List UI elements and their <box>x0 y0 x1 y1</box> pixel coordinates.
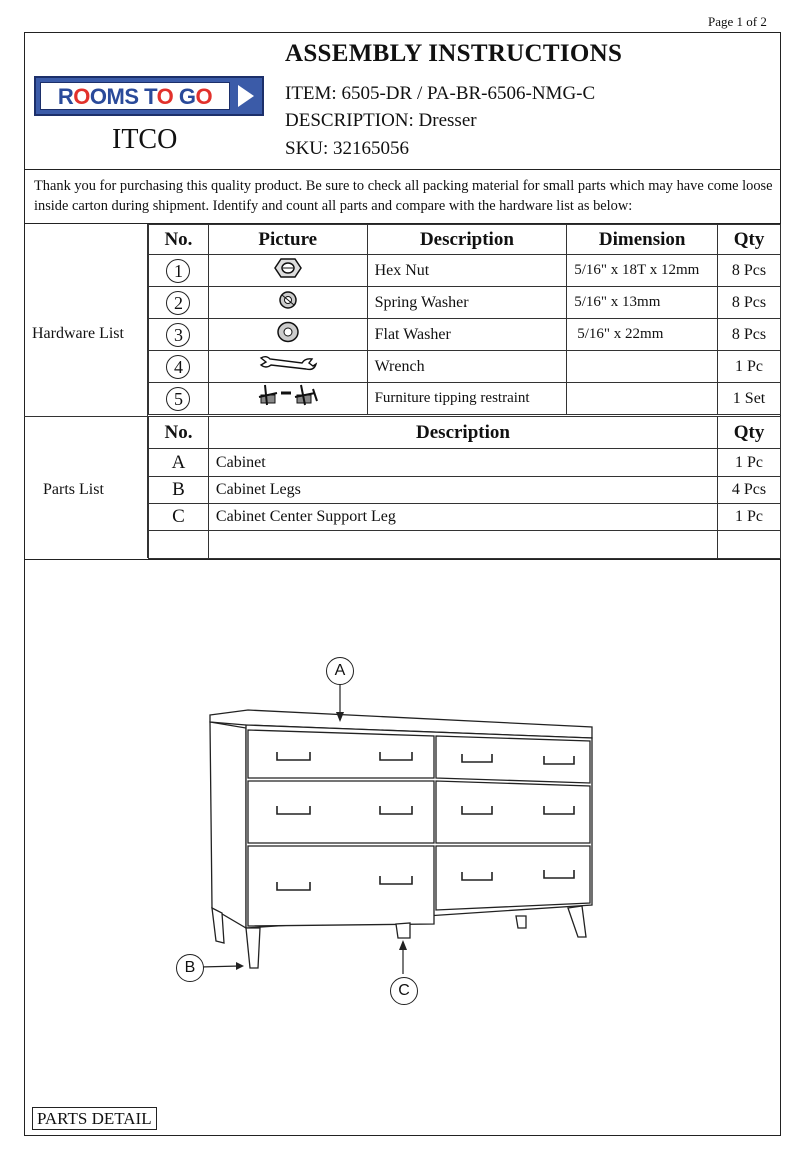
sku-line: SKU: 32165056 <box>285 138 410 159</box>
row-number: 1 <box>166 259 190 283</box>
qty-cell: 1 Pc <box>718 351 781 383</box>
table-row <box>149 504 781 531</box>
dimension-cell: 5/16" x 13mm <box>567 287 718 319</box>
table-row <box>149 255 781 287</box>
part-letter: B <box>149 477 209 504</box>
hardware-list-label: Hardware List <box>32 325 124 342</box>
flat-washer-icon <box>276 321 300 343</box>
callout-a: A <box>326 657 354 685</box>
page-title: ASSEMBLY INSTRUCTIONS <box>285 40 623 67</box>
description-cell: Wrench <box>367 351 567 383</box>
dimension-cell <box>567 383 718 415</box>
col-dimension: Dimension <box>567 225 718 255</box>
parts-list-label: Parts List <box>43 481 104 498</box>
qty-cell: 8 Pcs <box>718 255 781 287</box>
rooms-to-go-logo: ROOMS TO GO <box>34 76 264 116</box>
callout-b: B <box>176 954 204 982</box>
description-cell: Flat Washer <box>367 319 567 351</box>
part-letter: A <box>149 449 209 477</box>
description-cell: Spring Washer <box>367 287 567 319</box>
description-cell: Cabinet Legs <box>208 477 717 504</box>
col-picture: Picture <box>208 225 367 255</box>
col-qty: Qty <box>718 225 781 255</box>
parts-detail-label: PARTS DETAIL <box>32 1107 157 1130</box>
brand-name: ITCO <box>112 124 178 155</box>
parts-table <box>148 416 781 559</box>
col-description: Description <box>367 225 567 255</box>
wrench-icon <box>258 354 318 374</box>
hardware-table <box>148 224 781 415</box>
table-row <box>149 319 781 351</box>
qty-cell: 1 Pc <box>718 449 781 477</box>
row-number: 2 <box>166 291 190 315</box>
description-cell: Cabinet <box>208 449 717 477</box>
qty-cell: 8 Pcs <box>718 319 781 351</box>
table-row <box>149 351 781 383</box>
description-line: DESCRIPTION: Dresser <box>285 110 477 131</box>
page-number: Page 1 of 2 <box>708 14 767 29</box>
part-letter: C <box>149 504 209 531</box>
section-divider <box>24 416 148 417</box>
callout-c: C <box>390 977 418 1005</box>
table-row <box>149 383 781 415</box>
logo-arrow-icon <box>238 85 254 107</box>
dimension-cell: 5/16" x 22mm <box>567 319 718 351</box>
col-no: No. <box>149 417 209 449</box>
spring-washer-icon <box>277 290 299 310</box>
qty-cell: 4 Pcs <box>718 477 781 504</box>
qty-cell: 1 Set <box>718 383 781 415</box>
description-cell: Cabinet Center Support Leg <box>208 504 717 531</box>
col-qty: Qty <box>718 417 781 449</box>
description-cell: Furniture tipping restraint <box>367 383 567 415</box>
table-row <box>149 287 781 319</box>
description-cell: Hex Nut <box>367 255 567 287</box>
row-number: 4 <box>166 355 190 379</box>
hex-nut-icon <box>273 257 303 279</box>
col-no: No. <box>149 225 209 255</box>
row-number: 3 <box>166 323 190 347</box>
row-number: 5 <box>166 387 190 411</box>
dimension-cell: 5/16" x 18T x 12mm <box>567 255 718 287</box>
dresser-diagram <box>160 650 620 1010</box>
label-column <box>24 224 148 558</box>
intro-text: Thank you for purchasing this quality product. Be sure to check all packing material for small parts which may have come loose inside carton during shipment. Identify and count all parts and compare with the hardware list as below: <box>34 178 773 214</box>
item-line: ITEM: 6505-DR / PA-BR-6506-NMG-C <box>285 83 596 104</box>
table-row <box>149 449 781 477</box>
dimension-cell <box>567 351 718 383</box>
table-row <box>149 477 781 504</box>
qty-cell: 8 Pcs <box>718 287 781 319</box>
tipping-restraint-icon <box>255 383 321 409</box>
qty-cell: 1 Pc <box>718 504 781 531</box>
table-row <box>149 531 781 559</box>
col-description: Description <box>208 417 717 449</box>
